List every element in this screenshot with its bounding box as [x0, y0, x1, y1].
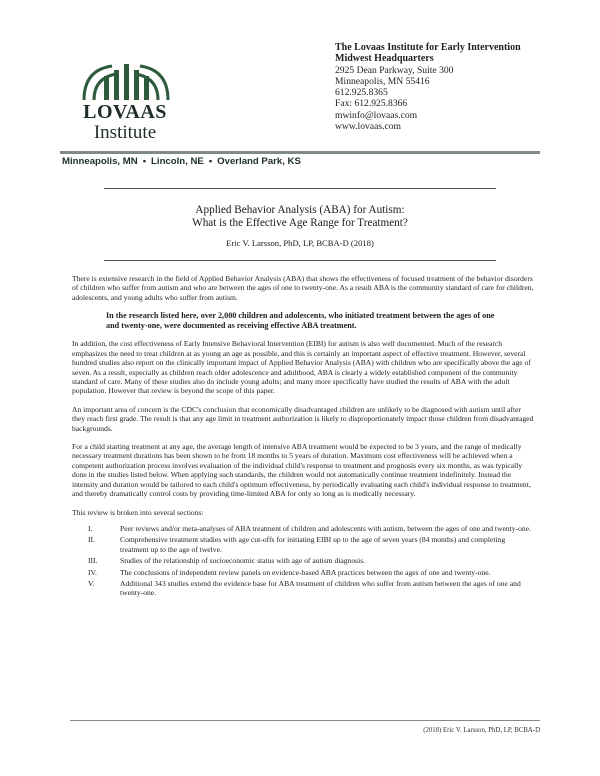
header-band: [60, 151, 540, 154]
list-item: [88, 568, 534, 577]
bullet-separator: •: [142, 156, 147, 167]
org-address-line2: Minneapolis, MN 55416: [335, 75, 430, 87]
document-body: [72, 274, 534, 600]
list-item-text: Comprehensive treatment studies with age cut-offs for initiating EIBI up to the age of seven years (84 months) and completing treatment up to the age of twelve.: [120, 535, 506, 554]
logo-wordmark-line2: Institute: [93, 122, 157, 143]
page-footer: (2018) Eric V. Larsson, PhD, LP, BCBA-D: [423, 727, 540, 734]
city-lincoln: Lincoln, NE: [151, 156, 204, 167]
list-item: [88, 524, 534, 533]
logo-wordmark-line1: LOVAAS: [83, 101, 167, 123]
paragraph-intro: There is extensive research in the field of Applied Behavior Analysis (ABA) that shows the effectiveness of focused treatment of the behavior disorders of children who suffer from autism and who are between the ages of one to twenty-one. As a result ABA is the community standard of care for children, adolescents, and young adults who suffer from autism.: [72, 274, 534, 302]
highlight-statement: In the research listed here, over 2,000 children and adolescents, who initiated treatment between the ages of one and twenty-one, were documented as receiving effective ABA treatment.: [106, 311, 495, 330]
list-item-text: Additional 343 studies extend the evidence base for ABA treatment of children who suffer from autism between the ages of one and twenty-one.: [120, 578, 521, 598]
list-item-text: Studies of the relationship of socioeconomic status with age of autism diagnosis.: [120, 556, 366, 566]
title-line-1: Applied Behavior Analysis (ABA) for Autism:: [195, 204, 405, 216]
paragraph-cdc-concern: An important area of concern is the CDC's conclusion that economically disadvantaged children are unlikely to be diagnosed with autism until after they reach first grade. The result is that any age limit in treatment authorization is likely to disproportionately impact those children from disadvantaged backgrounds.: [72, 404, 534, 433]
city-minneapolis: Minneapolis, MN: [62, 156, 138, 167]
list-item: [88, 535, 534, 554]
bullet-separator: •: [208, 156, 213, 167]
org-contact-block: [335, 42, 521, 132]
document-title: [0, 204, 600, 230]
office-locations: [62, 156, 301, 167]
footer-rule: [70, 720, 540, 721]
city-overland-park: Overland Park, KS: [217, 156, 301, 167]
org-website-link[interactable]: www.lovaas.com: [335, 121, 401, 133]
document-author: Eric V. Larsson, PhD, LP, BCBA-D (2018): [226, 238, 374, 248]
list-item-text: Peer reviews and/or meta-analyses of ABA treatment of children and adolescents with autism, between the ages of one and twenty-one.: [120, 523, 531, 533]
org-email-link[interactable]: mwinfo@lovaas.com: [335, 109, 418, 121]
paragraph-cost-effectiveness: In addition, the cost effectiveness of Early Intensive Behavioral Intervention (EIBI) for autism is also well documented. Much of the research emphasizes the need to treat children at as young an age as possible, and this is certainly an important aspect of effective treatment. However, several hundred studies also report on the clinically important impact of Applied Behavior Analysis (ABA) with children who are specifically above the age of seven. As a result, especially as children reach older adolescence and adulthood, ABA is clearly a widely established component of the community standard of care. Many of these studies also do include young adults; and many more specifically have studied the results of ABA with the adult population. However that review is beyond the scope of this paper.: [72, 339, 531, 396]
org-address-line1: 2925 Dean Parkway, Suite 300: [335, 64, 454, 76]
sections-list: [88, 524, 534, 598]
org-name: The Lovaas Institute for Early Intervention: [335, 42, 521, 53]
org-subtitle: Midwest Headquarters: [335, 53, 434, 65]
title-rule-bottom: [104, 260, 496, 261]
list-item-number: IV.: [88, 567, 97, 577]
list-item: [88, 556, 534, 565]
list-item-number: III.: [88, 556, 98, 566]
list-item: [88, 579, 534, 598]
title-rule-top: [104, 188, 496, 189]
list-item-number: II.: [88, 535, 95, 545]
list-item-number: I.: [88, 523, 93, 533]
paragraph-treatment-length: For a child starting treatment at any age, the average length of intensive ABA treatment would be expected to be 3 years, and the range of medically necessary treatment durations has been shown to be from 18 months to 5 years of duration. Maximum cost effectiveness will be achieved when a competent authorization process involves evaluation of the individual child's response to treatment and prognosis every six months, as was typically done in the studies listed below. When applying such standards, the children would not automatically continue treatment indefinitely. Instead the intensity and duration would be tailored to each child's optimum effectiveness, by periodically evaluating each child's individual response to treatment, and thereby dramatically control costs by providing time-limited ABA for only so long as is medically necessary.: [72, 442, 531, 499]
list-item-text: The conclusions of independent review panels on evidence-based ABA practices between the ages of one and twenty-one.: [120, 567, 491, 577]
paragraph-review-sections: This review is broken into several sections:: [72, 507, 204, 517]
org-fax: Fax: 612.925.8366: [335, 98, 408, 110]
title-line-2: What is the Effective Age Range for Treatment?: [192, 217, 408, 229]
org-phone: 612.925.8365: [335, 87, 388, 99]
list-item-number: V.: [88, 578, 95, 588]
